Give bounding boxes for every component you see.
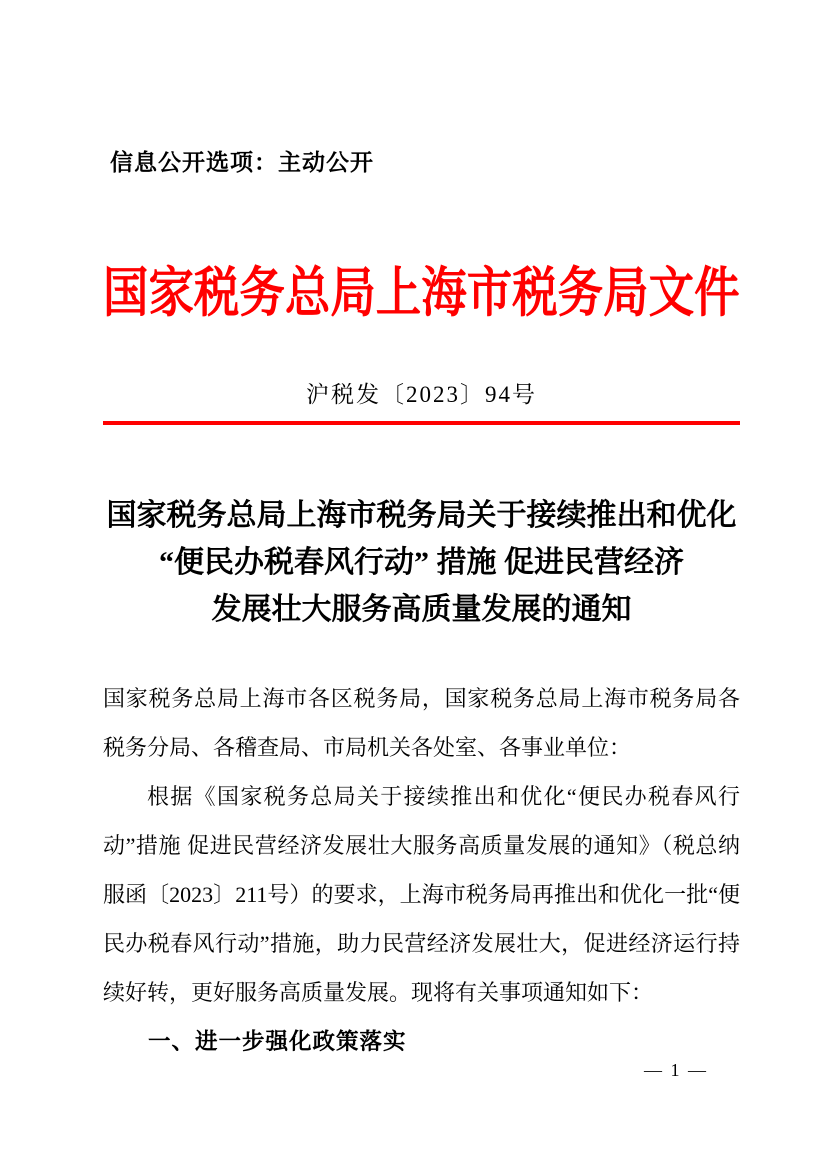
document-number: 沪税发〔2023〕94号 — [306, 382, 537, 407]
disclosure-notice: 信息公开选项：主动公开 — [110, 149, 374, 175]
page-number: — 1 — — [644, 1060, 708, 1080]
document-title-line-3: 发展壮大服务高质量发展的通知 — [211, 593, 632, 626]
document-title-line-1: 国家税务总局上海市税务局关于接续推出和优化 — [106, 499, 737, 532]
body-paragraph-1: 根据《国家税务总局关于接续推出和优化“便民办税春风行动”措施 促进民营经济发展壮大服务高质量发展的通知》（税总纳服函〔2023〕211号）的要求，上海市税务局再推出和优化一批“便民办税春风行动”措施，助力民营经济发展壮大，促进经济运行持续好转，更好服务高质量发展。现将有关事项通知如下： — [103, 784, 740, 1005]
agency-masthead-title: 国家税务总局上海市税务局文件 — [103, 263, 740, 323]
section-heading-1: 一、进一步强化政策落实 — [148, 1029, 407, 1054]
masthead-container — [103, 264, 740, 326]
red-divider-rule — [103, 421, 740, 425]
document-body — [103, 674, 740, 1066]
document-title-line-2: “便民办税春风行动” 措施 促进民营经济 — [159, 546, 684, 579]
document-title — [93, 492, 750, 633]
salutation-paragraph: 国家税务总局上海市各区税务局，国家税务总局上海市税务局各税务分局、各稽查局、市局机关各处室、各事业单位： — [103, 686, 740, 760]
